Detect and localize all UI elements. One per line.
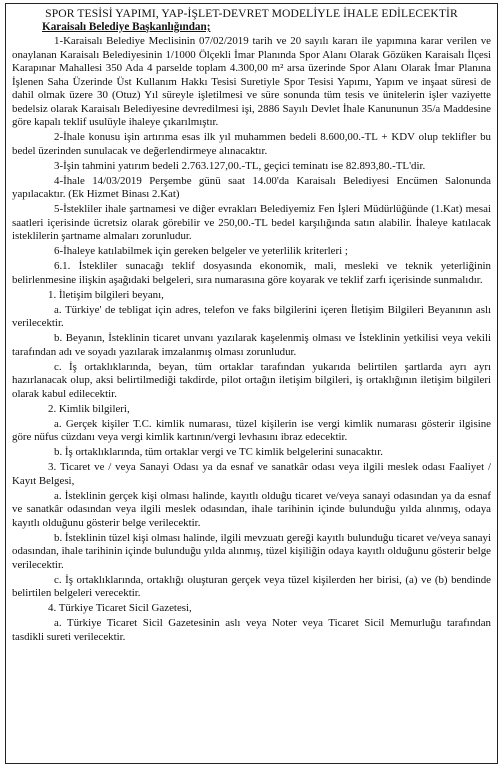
item-4-heading: 4. Türkiye Ticaret Sicil Gazetesi,: [48, 602, 192, 614]
item-2-heading: 2. Kimlik bilgileri,: [48, 402, 130, 415]
item-1-a: a. Türkiye' de tebligat için adres, telefon ve faks bilgilerini içeren İletişim Bilgileri Beyanının aslı verilecektir.: [12, 303, 491, 329]
addressee-heading: Karaisalı Belediye Başkanlığından;: [42, 21, 211, 33]
paragraph-4: 4-İhale 14/03/2019 Perşembe günü saat 14.00'da Karaisalı Belediyesi Encümen Salonunda yapılacaktır. (Ek Hizmet Binası 2.Kat): [12, 174, 491, 200]
item-2-a: a. Gerçek kişiler T.C. kimlik numarası, tüzel kişilerin ise vergi kimlik numarası gösterir ilgisine göre nüfus cüzdanı veya vergi kimlik kartının/vergi levhasını ibraz edecektir.: [12, 417, 491, 443]
announcement-title: SPOR TESİSİ YAPIMI, YAP-İŞLET-DEVRET MODELİYLE İHALE EDİLECEKTİR: [45, 7, 458, 20]
paragraph-2: 2-İhale konusu işin artırıma esas ilk yıl muhammen bedeli 8.600,00.-TL + KDV olup teklifler bu bedel üzerinden sunulacak ve değerlendirmeye alınacaktır.: [12, 131, 491, 157]
item-3-b: b. İsteklinin tüzel kişi olması halinde, ilgili mevzuatı gereği kayıtlı bulunduğu ticaret ve/veya sanayi odasından, ihale tarihinin içinde bulunduğu yılda alınmış, tüzel kişiliğin odaya kayıtlı olduğunu gösterir belge verilecektir.: [12, 531, 491, 571]
item-4-a: a. Türkiye Ticaret Sicil Gazetesinin aslı veya Noter veya Ticaret Sicil Memurluğu tarafından tasdikli sureti verilecektir.: [12, 617, 491, 643]
item-3-c: c. İş ortaklıklarında, ortaklığı oluşturan gerçek veya tüzel kişilerden her birisi, (a) ve (b) bendinde belirtilen belgeleri verecektir.: [12, 573, 491, 599]
item-3-a: a. İsteklinin gerçek kişi olması halinde, kayıtlı olduğu ticaret ve/veya sanayi odasından ya da esnaf ve sanatkâr odasından veya ilgili meslek odasından, ihale tarihinin içinde bulunduğu yılda alınmış, odaya kayıtlı olduğunu gösterir belge verilecektir.: [12, 489, 491, 529]
paragraph-6: 6-İhaleye katılabilmek için gereken belgeler ve yeterlilik kriterleri ;: [54, 245, 348, 257]
paragraph-1: 1-Karaisalı Belediye Meclisinin 07/02/2019 tarih ve 20 sayılı kararı ile yapımına karar verilen ve onaylanan Karaisalı Belediyesinin 1/1000 Ölçekli İmar Planında Spor Alanı Olarak Gözüken Karaisalı İlçesi Karapınar Mahallesi 350 Ada 4 parselde toplam 4.300,00 m² arsa üzerinde Spor Alanı Olarak İmar Planına İşlenen Saha Üzerinde Üst Kullanım Hakkı Tesisi Suretiyle Spor Tesisi Yapımı, Yapım ve inşaat süresi de dahil olmak üzere 30 (Otuz) Yıl süreyle işletilmesi ve süre sonunda tüm tesis ve ünitelerin işler vaziyette bedelsiz olarak Karaisalı Belediyesine devredilmesi işi, 2886 Sayılı Devlet İhale Kanununun 35/a Maddesine göre kapalı teklif usulüyle ihaleye çıkarılmıştır.: [12, 35, 491, 128]
item-3-heading: 3. Ticaret ve / veya Sanayi Odası ya da esnaf ve sanatkâr odası veya ilgili meslek odası Faaliyet / Kayıt Belgesi,: [12, 461, 491, 487]
item-1-b: b. Beyanın, İsteklinin ticaret unvanı yazılarak kaşelenmiş olması ve İsteklinin yetkilisi veya vekili tarafından adı ve soyadı yazılarak imzalanmış olması zorunludur.: [12, 332, 491, 358]
paragraph-6-1: 6.1. İstekliler sunacağı teklif dosyasında ekonomik, mali, mesleki ve teknik yeterliğinin belirlenmesine ilişkin aşağıdaki belgeleri, sıra numarasına göre koyarak ve teklif zarfı içerisinde sunmalıdır.: [12, 260, 491, 286]
paragraph-5: 5-İstekliler ihale şartnamesi ve diğer evrakları Belediyemiz Fen İşleri Müdürlüğünde (1.Kat) mesai saatleri içerisinde ücretsiz olarak görebilir ve 250,00.-TL bedel karşılığında satın alabilir. İhaleye katılacak isteklilerin şartname almaları zorunludur.: [12, 203, 491, 242]
paragraph-3: 3-İşin tahmini yatırım bedeli 2.763.127,00.-TL, geçici teminatı ise 82.893,80.-TL'dir.: [54, 159, 426, 172]
announcement-page: [5, 3, 498, 764]
item-2-b: b. İş ortaklıklarında, tüm ortaklar vergi ve TC kimlik belgelerini sunacaktır.: [54, 446, 383, 458]
item-1-heading: 1. İletişim bilgileri beyanı,: [48, 288, 164, 301]
announcement-body: [12, 35, 491, 644]
item-1-c: c. İş ortaklıklarında, beyan, tüm ortaklar tarafından yukarıda belirtilen şartlarda ayrı ayrı hazırlanacak olup, aksi belirtilmediği takdirde, pilot ortağın iletişim bilgileri, iş ortaklığının iletişim bilgileri olarak kabul edilecektir.: [12, 360, 491, 400]
